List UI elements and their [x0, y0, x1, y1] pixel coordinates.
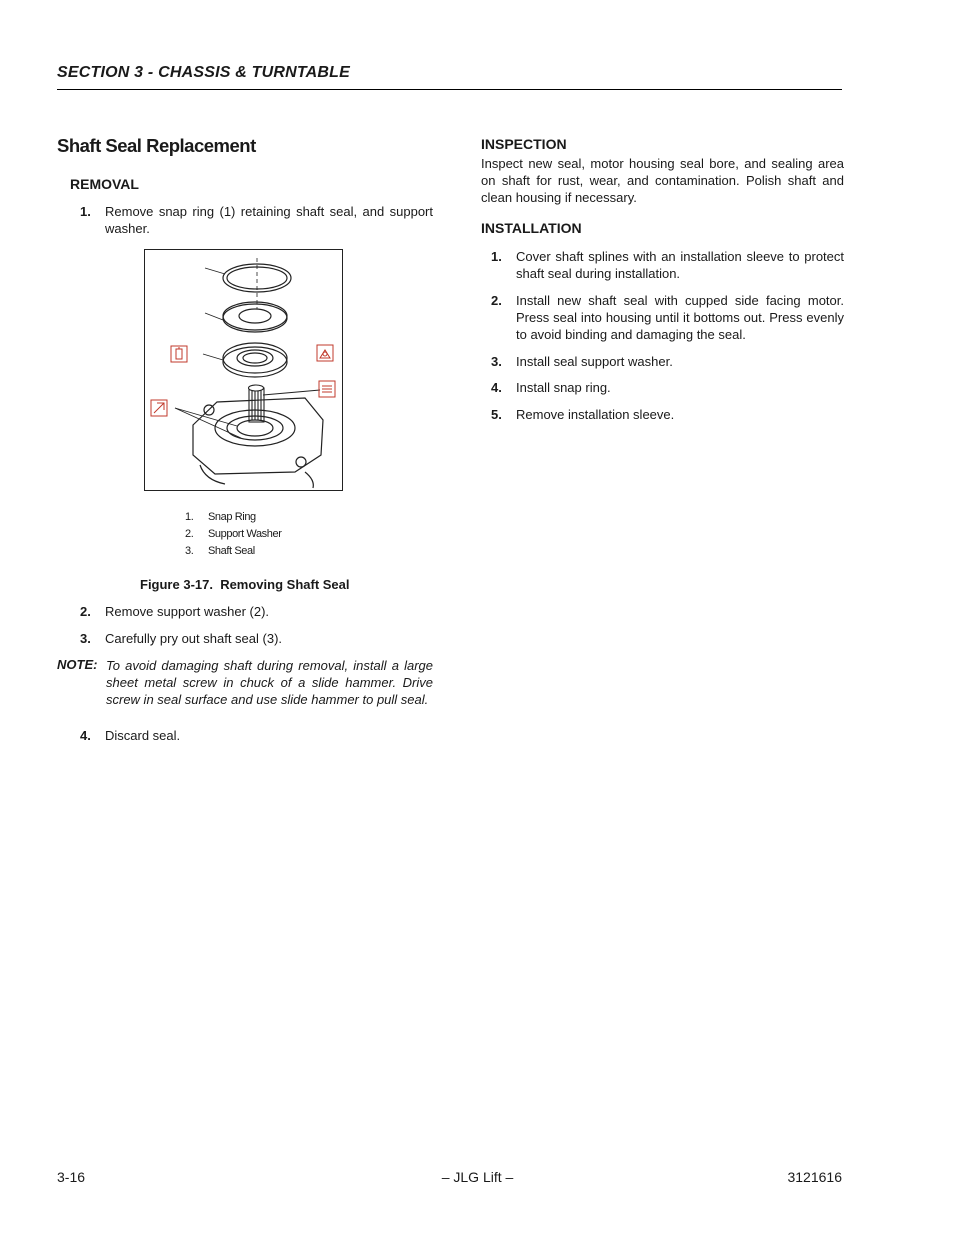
legend-item-2: [185, 526, 335, 543]
removal-heading: REMOVAL: [70, 176, 139, 192]
section-header: SECTION 3 - CHASSIS & TURNTABLE: [57, 64, 351, 81]
inspection-text: Inspect new seal, motor housing seal bore, and sealing area on shaft for rust, wear, and contamination. Polish shaft and clean housing if necessary.: [481, 156, 844, 205]
legend-number: 1.: [185, 511, 194, 523]
footer-center-text: – JLG Lift –: [441, 1169, 514, 1185]
step-text: Install seal support washer.: [516, 354, 673, 369]
shaft-seal-drawing: [223, 343, 287, 377]
tool-icon: [151, 400, 167, 416]
inspect-icon: [317, 345, 333, 361]
note-label: NOTE:: [57, 657, 98, 672]
step-number: 4.: [80, 728, 91, 743]
removal-step-2: [80, 603, 434, 620]
removal-step-4: [80, 727, 434, 744]
legend-label: Shaft Seal: [208, 545, 255, 557]
note-text: To avoid damaging shaft during removal, install a large sheet metal screw in chuck of a slide hammer. Drive screw in seal surface and use slide hammer to pull seal.: [106, 658, 433, 707]
support-washer-drawing: [223, 302, 287, 332]
step-number: 5.: [491, 407, 502, 422]
installation-step-5: [491, 406, 844, 423]
step-number: 1.: [80, 204, 91, 219]
step-text: Install new shaft seal with cupped side facing motor. Press seal into housing until it bottoms out. Press evenly to avoid binding and damaging the seal.: [516, 293, 844, 342]
installation-step-1: [491, 248, 844, 282]
removal-step-3: [80, 630, 434, 647]
step-text: Cover shaft splines with an installation sleeve to protect shaft seal during installation.: [516, 249, 844, 281]
legend-item-3: [185, 543, 335, 560]
step-number: 4.: [491, 380, 502, 395]
step-text: Remove snap ring (1) retaining shaft seal, and support washer.: [105, 204, 433, 236]
grease-icon: [319, 381, 335, 397]
legend-label: Support Washer: [208, 528, 282, 540]
legend-item-1: [185, 509, 335, 526]
clean-icon: [171, 346, 187, 362]
step-text: Carefully pry out shaft seal (3).: [105, 631, 283, 646]
step-text: Install snap ring.: [516, 380, 611, 395]
shaft-seal-diagram: [145, 250, 342, 490]
installation-step-3: [491, 353, 844, 370]
installation-heading: INSTALLATION: [481, 220, 582, 236]
legend-number: 3.: [185, 545, 194, 557]
step-number: 3.: [491, 354, 502, 369]
inspection-heading: INSPECTION: [481, 136, 567, 152]
figure-illustration: [144, 249, 343, 491]
figure-caption: Figure 3-17. Removing Shaft Seal: [140, 577, 350, 592]
step-text: Discard seal.: [105, 728, 181, 743]
header-divider: [57, 89, 842, 90]
footer-doc-number: 3121616: [787, 1169, 842, 1185]
legend-number: 2.: [185, 528, 194, 540]
removal-step-1: [80, 203, 434, 237]
installation-step-2: [491, 292, 844, 343]
step-number: 2.: [491, 293, 502, 308]
step-number: 2.: [80, 604, 91, 619]
page-title: Shaft Seal Replacement: [57, 135, 256, 156]
footer-page-number: 3-16: [57, 1169, 86, 1185]
legend-label: Snap Ring: [208, 511, 256, 523]
step-number: 1.: [491, 249, 502, 264]
installation-step-4: [491, 379, 844, 396]
step-text: Remove support washer (2).: [105, 604, 270, 619]
step-number: 3.: [80, 631, 91, 646]
step-text: Remove installation sleeve.: [516, 407, 675, 422]
